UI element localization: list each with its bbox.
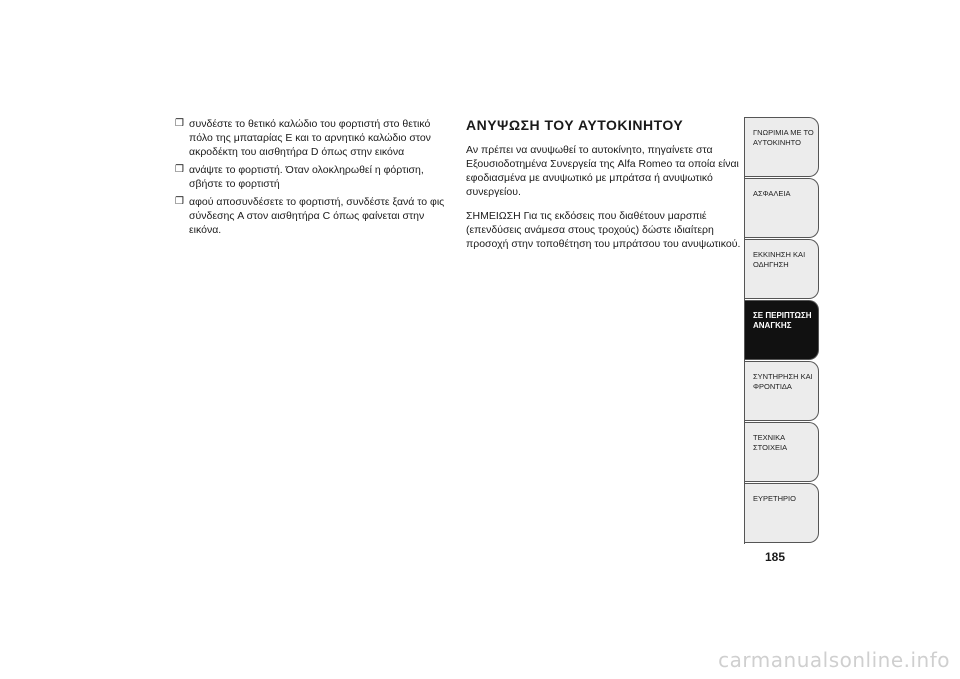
list-item-text: αφού αποσυνδέσετε το φορτιστή, συνδέστε ξανά το φις σύνδεσης A στον αισθητήρα C όπως φαίνεται στην εικόνα. bbox=[189, 196, 445, 236]
checkbox-bullet-icon: ❒ bbox=[175, 164, 184, 175]
list-item-text: συνδέστε το θετικό καλώδιο του φορτιστή στο θετικό πόλο της μπαταρίας E και το αρνητικό καλώδιο στον ακροδέκτη του αισθητήρα D όπως στην εικόνα bbox=[189, 118, 431, 158]
chapter-tabs bbox=[744, 117, 819, 544]
tab-maintenance[interactable]: ΣΥΝΤΗΡΗΣΗ ΚΑΙ ΦΡΟΝΤΙΔΑ bbox=[745, 361, 819, 421]
note-paragraph: ΣΗΜΕΙΩΣΗ Για τις εκδόσεις που διαθέτουν μαρσπιέ (επενδύσεις ανάμεσα στους τροχούς) δώστε ιδιαίτερη προσοχή στην τοποθέτηση του μπράτσου του ανυψωτικού. bbox=[466, 210, 741, 250]
checkbox-bullet-icon: ❒ bbox=[175, 118, 184, 129]
tab-safety[interactable]: ΑΣΦΑΛΕΙΑ bbox=[745, 178, 819, 238]
tab-starting-driving[interactable]: ΕΚΚΙΝΗΣΗ ΚΑΙ ΟΔΗΓΗΣΗ bbox=[745, 239, 819, 299]
tab-getting-to-know[interactable]: ΓΝΩΡΙΜΙΑ ΜΕ ΤΟ ΑΥΤΟΚΙΝΗΤΟ bbox=[745, 117, 819, 177]
paragraph: Αν πρέπει να ανυψωθεί το αυτοκίνητο, πηγαίνετε στα Εξουσιοδοτημένα Συνεργεία της Alfa Romeo τα οποία είναι εφοδιασμένα με ανυψωτικό με μπράτσα ή ανυψωτικό συνεργείου. bbox=[466, 144, 739, 198]
tab-index[interactable]: ΕΥΡΕΤΗΡΙΟ bbox=[745, 483, 819, 543]
list-item bbox=[175, 117, 455, 159]
list-item bbox=[175, 195, 455, 237]
tab-emergency[interactable]: ΣΕ ΠΕΡΙΠΤΩΣΗ ΑΝΑΓΚΗΣ bbox=[745, 300, 819, 360]
list-item bbox=[175, 163, 455, 191]
page-number: 185 bbox=[764, 550, 786, 564]
checkbox-bullet-icon: ❒ bbox=[175, 196, 184, 207]
list-item-text: ανάψτε το φορτιστή. Όταν ολοκληρωθεί η φόρτιση, σβήστε το φορτιστή bbox=[189, 164, 424, 190]
lifting-section bbox=[466, 117, 744, 261]
watermark: carmanualsonline.info bbox=[718, 648, 950, 672]
instruction-list bbox=[175, 117, 455, 241]
section-heading: ΑΝΥΨΩΣΗ ΤΟΥ ΑΥΤΟΚΙΝΗΤΟΥ bbox=[466, 117, 684, 133]
tab-technical-data[interactable]: ΤΕΧΝΙΚΑ ΣΤΟΙΧΕΙΑ bbox=[745, 422, 819, 482]
